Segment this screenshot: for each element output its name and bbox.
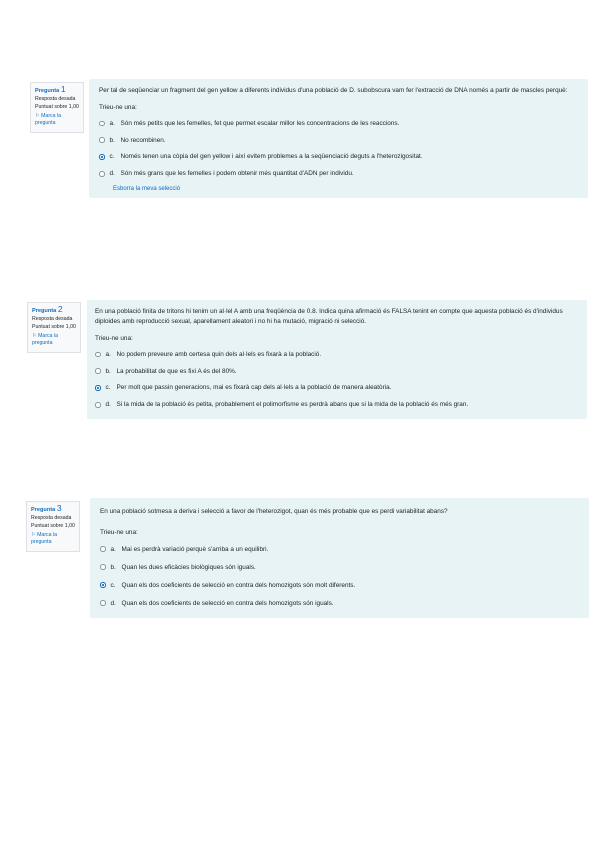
- answer-option-a[interactable]: a. Mai es perdrà variació perquè s'arriba a un equilibri.: [100, 540, 581, 558]
- answer-prompt: Trieu-ne una:: [99, 104, 137, 111]
- radio-button[interactable]: [95, 402, 101, 408]
- answer-option-b[interactable]: b. No recombinen.: [99, 132, 580, 149]
- question-content: [89, 79, 588, 198]
- answer-prompt: Trieu-ne una:: [100, 529, 138, 536]
- answer-option-b[interactable]: b. La probabilitat de que es fixi A és del 80%.: [95, 363, 579, 380]
- answer-option-a[interactable]: a. No podem preveure amb certesa quin dels al·lels es fixarà a la població.: [95, 346, 579, 363]
- answer-option-c[interactable]: c. Només tenen una còpia del gen yellow i així evitem problemes a la seqüenciació deguts a l'heterozigositat.: [99, 149, 580, 166]
- radio-button-selected[interactable]: [99, 154, 105, 160]
- question-grade: Puntuat sobre 1,00: [35, 104, 79, 110]
- answer-option-d[interactable]: d. Són més grans que les femelles i podem obtenir més quantitat d'ADN per individu.: [99, 165, 580, 182]
- question-info: [30, 82, 84, 133]
- flag-question-link[interactable]: ⚐ Marca la pregunta: [31, 532, 58, 545]
- flag-icon: ⚐: [35, 113, 40, 119]
- clear-selection-link[interactable]: Esborra la meva selecció: [113, 186, 181, 193]
- radio-button[interactable]: [95, 352, 101, 358]
- answer-option-d[interactable]: d. Si la mida de la població és petita, probablement el polimorfisme es perdrà abans que si la mida de la població és més gran.: [95, 396, 579, 413]
- answer-option-b[interactable]: b. Quan les dues eficàcies biològiques són iguals.: [100, 558, 581, 576]
- question-text: En una població finita de tritons hi tenim un al·lel A amb una freqüència de 0.8. Indica quina afirmació és FALSA tenint en compte que aquesta població és d'individus diploides amb reproducció sexual, aparellament aleatori i no hi ha mutació, migració ni selecció.: [95, 308, 563, 325]
- question-state: Resposta desada: [31, 515, 72, 521]
- question-grade: Puntuat sobre 1,00: [31, 523, 75, 529]
- question-info: [26, 501, 80, 552]
- question-grade: Puntuat sobre 1,00: [32, 324, 76, 330]
- radio-button-selected[interactable]: [100, 582, 106, 588]
- answer-option-a[interactable]: a. Són més petits que les femelles, fet que permet escalar millor les concentracions de les reaccions.: [99, 115, 580, 132]
- flag-question-link[interactable]: ⚐ Marca la pregunta: [32, 333, 59, 346]
- flag-icon: ⚐: [32, 333, 37, 339]
- flag-question-link[interactable]: ⚐ Marca la pregunta: [35, 113, 62, 126]
- radio-button[interactable]: [99, 121, 105, 127]
- radio-button-selected[interactable]: [95, 385, 101, 391]
- radio-button[interactable]: [99, 137, 105, 143]
- question-text: Per tal de seqüenciar un fragment del gen yellow a diferents individus d'una població de D. subobscura vam fer l'extracció de DNA només a partir de mascles perquè:: [99, 87, 568, 94]
- question-text: En una població sotmesa a deriva i selecció a favor de l'heterozigot, quan és més probable que es perdi variabilitat abans?: [100, 508, 448, 515]
- radio-button[interactable]: [100, 546, 106, 552]
- question-number: Pregunta 3: [31, 503, 62, 513]
- question-number: Pregunta 1: [35, 84, 66, 94]
- question-number: Pregunta 2: [32, 304, 63, 314]
- radio-button[interactable]: [100, 564, 106, 570]
- answer-option-d[interactable]: d. Quan els dos coeficients de selecció en contra dels homozigots són iguals.: [100, 594, 581, 612]
- answer-option-c[interactable]: c. Per molt que passin generacions, mai es fixarà cap dels al·lels a la població de manera aleatòria.: [95, 380, 579, 397]
- radio-button[interactable]: [95, 368, 101, 374]
- answer-option-c[interactable]: c. Quan els dos coeficients de selecció en contra dels homozigots són molt diferents.: [100, 576, 581, 594]
- question-content: [90, 498, 589, 618]
- question-info: [27, 302, 81, 353]
- answer-prompt: Trieu-ne una:: [95, 335, 133, 342]
- flag-icon: ⚐: [31, 532, 36, 538]
- radio-button[interactable]: [100, 600, 106, 606]
- question-state: Resposta desada: [32, 316, 73, 322]
- radio-button[interactable]: [99, 171, 105, 177]
- question-state: Resposta desada: [35, 96, 76, 102]
- question-content: [87, 300, 587, 419]
